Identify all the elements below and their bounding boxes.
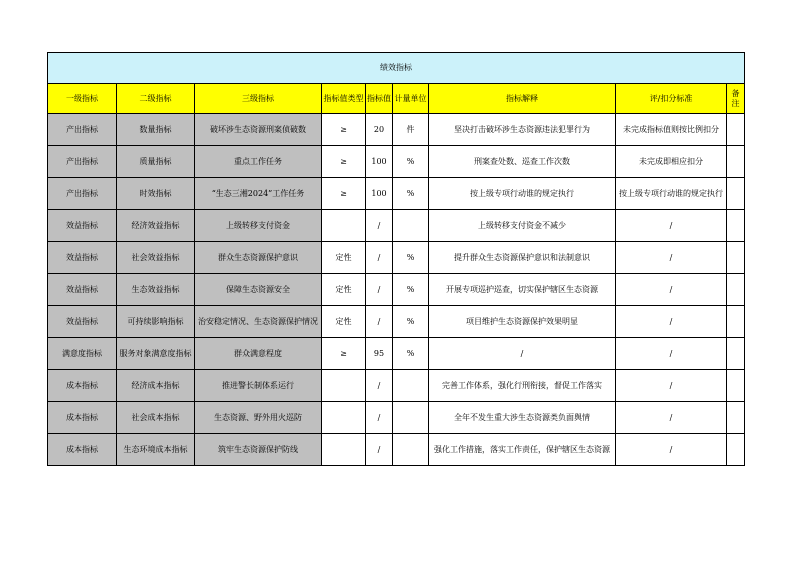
type-cell bbox=[322, 210, 366, 242]
level2-cell: 时效指标 bbox=[117, 178, 195, 210]
table-row bbox=[48, 210, 745, 242]
note-cell bbox=[727, 274, 745, 306]
table-row bbox=[48, 242, 745, 274]
level2-cell: 质量指标 bbox=[117, 146, 195, 178]
table-row bbox=[48, 114, 745, 146]
value-cell: 100 bbox=[366, 146, 393, 178]
level3-cell: 推进警长制体系运行 bbox=[195, 370, 322, 402]
type-cell bbox=[322, 434, 366, 466]
level3-cell: 群众满意程度 bbox=[195, 338, 322, 370]
table-row bbox=[48, 370, 745, 402]
header-cell-explain: 指标解释 bbox=[429, 84, 616, 114]
table-row bbox=[48, 146, 745, 178]
value-cell: / bbox=[366, 434, 393, 466]
type-cell: 定性 bbox=[322, 274, 366, 306]
type-cell: ≥ bbox=[322, 146, 366, 178]
type-cell bbox=[322, 402, 366, 434]
explain-cell: 上级转移支付资金不减少 bbox=[429, 210, 616, 242]
standard-cell: 按上级专项行动谁的规定执行 bbox=[616, 178, 727, 210]
table-row bbox=[48, 274, 745, 306]
level2-cell: 生态环境成本指标 bbox=[117, 434, 195, 466]
standard-cell: / bbox=[616, 274, 727, 306]
level3-cell: 生态资源、野外用火巡防 bbox=[195, 402, 322, 434]
level2-cell: 社会效益指标 bbox=[117, 242, 195, 274]
value-cell: / bbox=[366, 370, 393, 402]
explain-cell: 提升群众生态资源保护意识和法制意识 bbox=[429, 242, 616, 274]
standard-cell: / bbox=[616, 210, 727, 242]
type-cell: ≥ bbox=[322, 338, 366, 370]
unit-cell bbox=[393, 434, 429, 466]
note-cell bbox=[727, 242, 745, 274]
note-cell bbox=[727, 306, 745, 338]
header-cell-type: 指标值类型 bbox=[322, 84, 366, 114]
table-row bbox=[48, 402, 745, 434]
value-cell: 100 bbox=[366, 178, 393, 210]
explain-cell: 完善工作体系，强化行刑衔接，督促工作落实 bbox=[429, 370, 616, 402]
unit-cell: % bbox=[393, 338, 429, 370]
header-row bbox=[48, 84, 745, 114]
standard-cell: 未完成指标值则按比例扣分 bbox=[616, 114, 727, 146]
explain-cell: 坚决打击破坏涉生态资源违法犯罪行为 bbox=[429, 114, 616, 146]
level3-cell: 重点工作任务 bbox=[195, 146, 322, 178]
header-cell-level2: 二级指标 bbox=[117, 84, 195, 114]
level1-cell: 效益指标 bbox=[48, 306, 117, 338]
level3-cell: 群众生态资源保护意识 bbox=[195, 242, 322, 274]
level3-cell: 筑牢生态资源保护防线 bbox=[195, 434, 322, 466]
header-cell-unit: 计量单位 bbox=[393, 84, 429, 114]
note-cell bbox=[727, 370, 745, 402]
level3-cell: 破坏涉生态资源刑案侦破数 bbox=[195, 114, 322, 146]
level3-cell: “生态三湘2024”工作任务 bbox=[195, 178, 322, 210]
note-cell bbox=[727, 434, 745, 466]
value-cell: / bbox=[366, 210, 393, 242]
type-cell: 定性 bbox=[322, 306, 366, 338]
unit-cell bbox=[393, 402, 429, 434]
table-title: 绩效指标 bbox=[48, 53, 745, 84]
standard-cell: / bbox=[616, 370, 727, 402]
standard-cell: / bbox=[616, 242, 727, 274]
standard-cell: / bbox=[616, 306, 727, 338]
level1-cell: 产出指标 bbox=[48, 146, 117, 178]
standard-cell: 未完成即相应扣分 bbox=[616, 146, 727, 178]
explain-cell: 按上级专项行动谁的规定执行 bbox=[429, 178, 616, 210]
explain-cell: 全年不发生重大涉生态资源类负面舆情 bbox=[429, 402, 616, 434]
header-cell-level1: 一级指标 bbox=[48, 84, 117, 114]
standard-cell: / bbox=[616, 434, 727, 466]
level2-cell: 数量指标 bbox=[117, 114, 195, 146]
standard-cell: / bbox=[616, 402, 727, 434]
level2-cell: 服务对象满意度指标 bbox=[117, 338, 195, 370]
type-cell bbox=[322, 370, 366, 402]
title-row bbox=[48, 53, 745, 84]
header-cell-note: 备注 bbox=[727, 84, 745, 114]
note-cell bbox=[727, 402, 745, 434]
note-cell bbox=[727, 114, 745, 146]
header-cell-level3: 三级指标 bbox=[195, 84, 322, 114]
table-row bbox=[48, 306, 745, 338]
unit-cell: % bbox=[393, 274, 429, 306]
unit-cell bbox=[393, 370, 429, 402]
note-cell bbox=[727, 178, 745, 210]
unit-cell: % bbox=[393, 178, 429, 210]
level1-cell: 效益指标 bbox=[48, 274, 117, 306]
value-cell: / bbox=[366, 274, 393, 306]
value-cell: / bbox=[366, 242, 393, 274]
level3-cell: 保障生态资源安全 bbox=[195, 274, 322, 306]
level2-cell: 生态效益指标 bbox=[117, 274, 195, 306]
value-cell: 95 bbox=[366, 338, 393, 370]
value-cell: / bbox=[366, 402, 393, 434]
header-cell-value: 指标值 bbox=[366, 84, 393, 114]
table-row bbox=[48, 338, 745, 370]
level1-cell: 产出指标 bbox=[48, 114, 117, 146]
note-cell bbox=[727, 210, 745, 242]
performance-indicator-table bbox=[47, 52, 745, 466]
type-cell: 定性 bbox=[322, 242, 366, 274]
type-cell: ≥ bbox=[322, 114, 366, 146]
explain-cell: / bbox=[429, 338, 616, 370]
standard-cell: / bbox=[616, 338, 727, 370]
unit-cell: % bbox=[393, 242, 429, 274]
explain-cell: 开展专项巡护巡查，切实保护辖区生态资源 bbox=[429, 274, 616, 306]
note-cell bbox=[727, 146, 745, 178]
level1-cell: 成本指标 bbox=[48, 370, 117, 402]
unit-cell: 件 bbox=[393, 114, 429, 146]
level1-cell: 成本指标 bbox=[48, 402, 117, 434]
explain-cell: 刑案查处数、巡查工作次数 bbox=[429, 146, 616, 178]
unit-cell bbox=[393, 210, 429, 242]
type-cell: ≥ bbox=[322, 178, 366, 210]
explain-cell: 强化工作措施，落实工作责任，保护辖区生态资源 bbox=[429, 434, 616, 466]
level1-cell: 效益指标 bbox=[48, 210, 117, 242]
level2-cell: 经济成本指标 bbox=[117, 370, 195, 402]
unit-cell: % bbox=[393, 146, 429, 178]
unit-cell: % bbox=[393, 306, 429, 338]
level2-cell: 社会成本指标 bbox=[117, 402, 195, 434]
level1-cell: 成本指标 bbox=[48, 434, 117, 466]
explain-cell: 项目维护生态资源保护效果明显 bbox=[429, 306, 616, 338]
level2-cell: 经济效益指标 bbox=[117, 210, 195, 242]
value-cell: / bbox=[366, 306, 393, 338]
level2-cell: 可持续影响指标 bbox=[117, 306, 195, 338]
table-row bbox=[48, 178, 745, 210]
note-cell bbox=[727, 338, 745, 370]
level3-cell: 上级转移支付资金 bbox=[195, 210, 322, 242]
level1-cell: 效益指标 bbox=[48, 242, 117, 274]
table-row bbox=[48, 434, 745, 466]
value-cell: 20 bbox=[366, 114, 393, 146]
header-cell-standard: 评/扣分标准 bbox=[616, 84, 727, 114]
level1-cell: 产出指标 bbox=[48, 178, 117, 210]
level1-cell: 满意度指标 bbox=[48, 338, 117, 370]
level3-cell: 治安稳定情况、生态资源保护情况 bbox=[195, 306, 322, 338]
